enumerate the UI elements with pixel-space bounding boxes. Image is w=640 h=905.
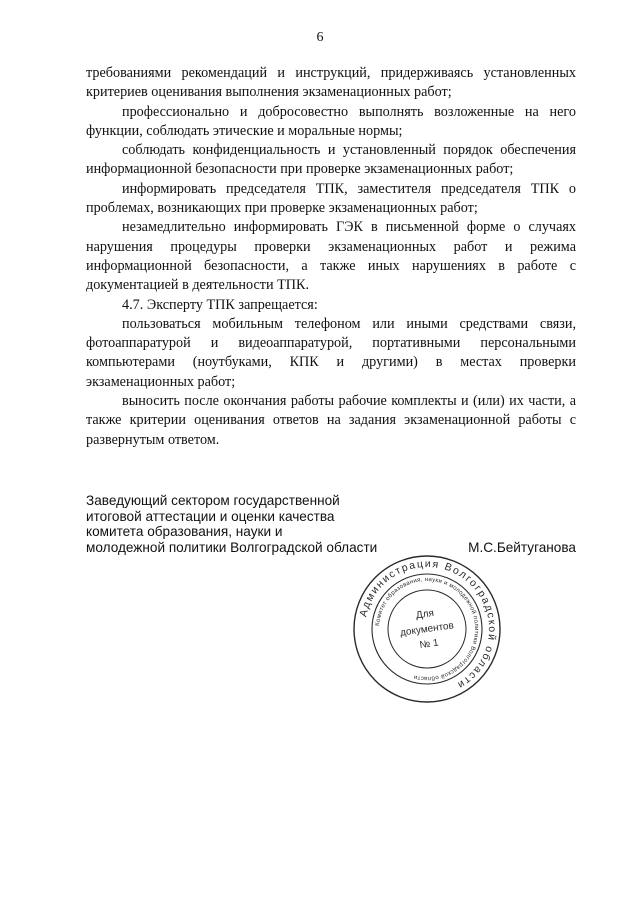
paragraph-duty: незамедлительно информировать ГЭК в письменной форме о случаях нарушения процедуры проверки экзаменационных работ и режима информационной безопасности, а также иных нарушениях в работе с документацией в деятельности ТПК.	[86, 219, 576, 294]
document-body	[86, 64, 576, 450]
stamp-outer-text: Администрация Волгоградской области	[357, 557, 499, 692]
paragraph-duty: информировать председателя ТПК, заместителя председателя ТПК о проблемах, возникающих при проверке экзаменационных работ;	[86, 180, 576, 217]
stamp-inner-text: Комитет образования, науки и молодежной политики Волгоградской области	[375, 576, 480, 682]
signatory-position-line: молодежной политики Волгоградской области	[86, 539, 378, 555]
official-stamp	[351, 553, 503, 705]
paragraph-duty: соблюдать конфиденциальность и установленный порядок обеспечения информационной безопасности при проверке экзаменационных работ;	[86, 142, 576, 178]
signatory-position-line: итоговой аттестации и оценки качества	[86, 508, 335, 524]
signatory-name: М.С.Бейтуганова	[468, 539, 576, 555]
signatory-position-line: комитета образования, науки и	[86, 524, 283, 539]
signatory-position-line: Заведующий сектором государственной	[86, 493, 340, 508]
page-number: 6	[316, 30, 324, 45]
paragraph-prohibition: выносить после окончания работы рабочие комплекты и (или) их части, а также критерии оценивания ответов на задания экзаменационной работы с развернутым ответом.	[86, 393, 576, 448]
stamp-center-line: Для	[415, 607, 435, 622]
stamp-center-line: № 1	[418, 637, 440, 652]
stamp-center-line: документов	[399, 620, 455, 639]
paragraph-continuation: требованиями рекомендаций и инструкций, придерживаясь установленных критериев оценивания выполнения экзаменационных работ;	[86, 65, 576, 101]
paragraph-prohibition: пользоваться мобильным телефоном или иными средствами связи, фотоаппаратурой и видеоаппаратурой, портативными персональными компьютерами (ноутбуками, КПК и другими) в местах проверки экзаменационных работ;	[86, 315, 576, 390]
signature-block	[86, 493, 576, 555]
section-heading: 4.7. Эксперту ТПК запрещается:	[122, 296, 318, 313]
paragraph-duty: профессионально и добросовестно выполнять возложенные на него функции, соблюдать этические и моральные нормы;	[86, 103, 576, 139]
